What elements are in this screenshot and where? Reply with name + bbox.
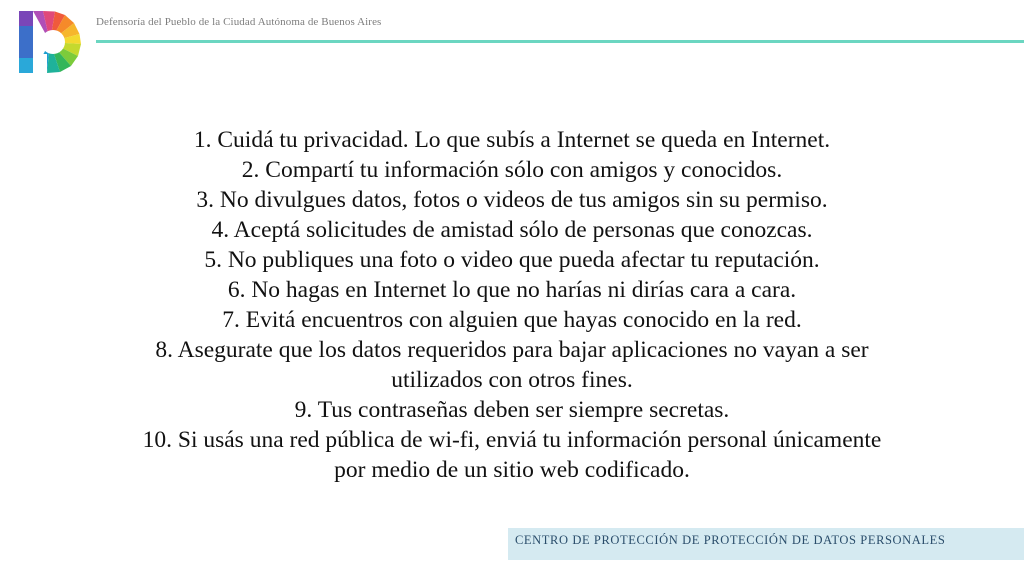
- list-item: 3. No divulgues datos, fotos o videos de tus amigos sin su permiso.: [196, 187, 828, 213]
- list-item: 1. Cuidá tu privacidad. Lo que subís a Internet se queda en Internet.: [193, 127, 831, 153]
- footer-label: CENTRO DE PROTECCIÓN DE PROTECCIÓN DE DATOS PERSONALES: [515, 533, 946, 547]
- list-item: 2. Compartí tu información sólo con amigos y conocidos.: [241, 157, 783, 183]
- defensoria-logo-icon: [19, 11, 81, 73]
- header-divider: [96, 40, 1024, 43]
- list-item: 6. No hagas en Internet lo que no harías ni dirías cara a cara.: [227, 277, 797, 303]
- privacy-tips-list: [80, 125, 944, 485]
- list-item: 10. Si usás una red pública de wi-fi, enviá tu información personal únicamente por medio de un sitio web codificado.: [142, 427, 882, 483]
- list-item: 8. Asegurate que los datos requeridos para bajar aplicaciones no vayan a ser utilizados con otros fines.: [155, 337, 869, 393]
- list-item: 7. Evitá encuentros con alguien que hayas conocido en la red.: [222, 307, 802, 333]
- list-item: 9. Tus contraseñas deben ser siempre secretas.: [294, 397, 730, 423]
- organization-title: Defensoría del Pueblo de la Ciudad Autónoma de Buenos Aires: [96, 16, 382, 28]
- list-item: 5. No publiques una foto o video que pueda afectar tu reputación.: [204, 247, 820, 273]
- list-item: 4. Aceptá solicitudes de amistad sólo de personas que conozcas.: [211, 217, 813, 243]
- footer-band: [508, 528, 1024, 560]
